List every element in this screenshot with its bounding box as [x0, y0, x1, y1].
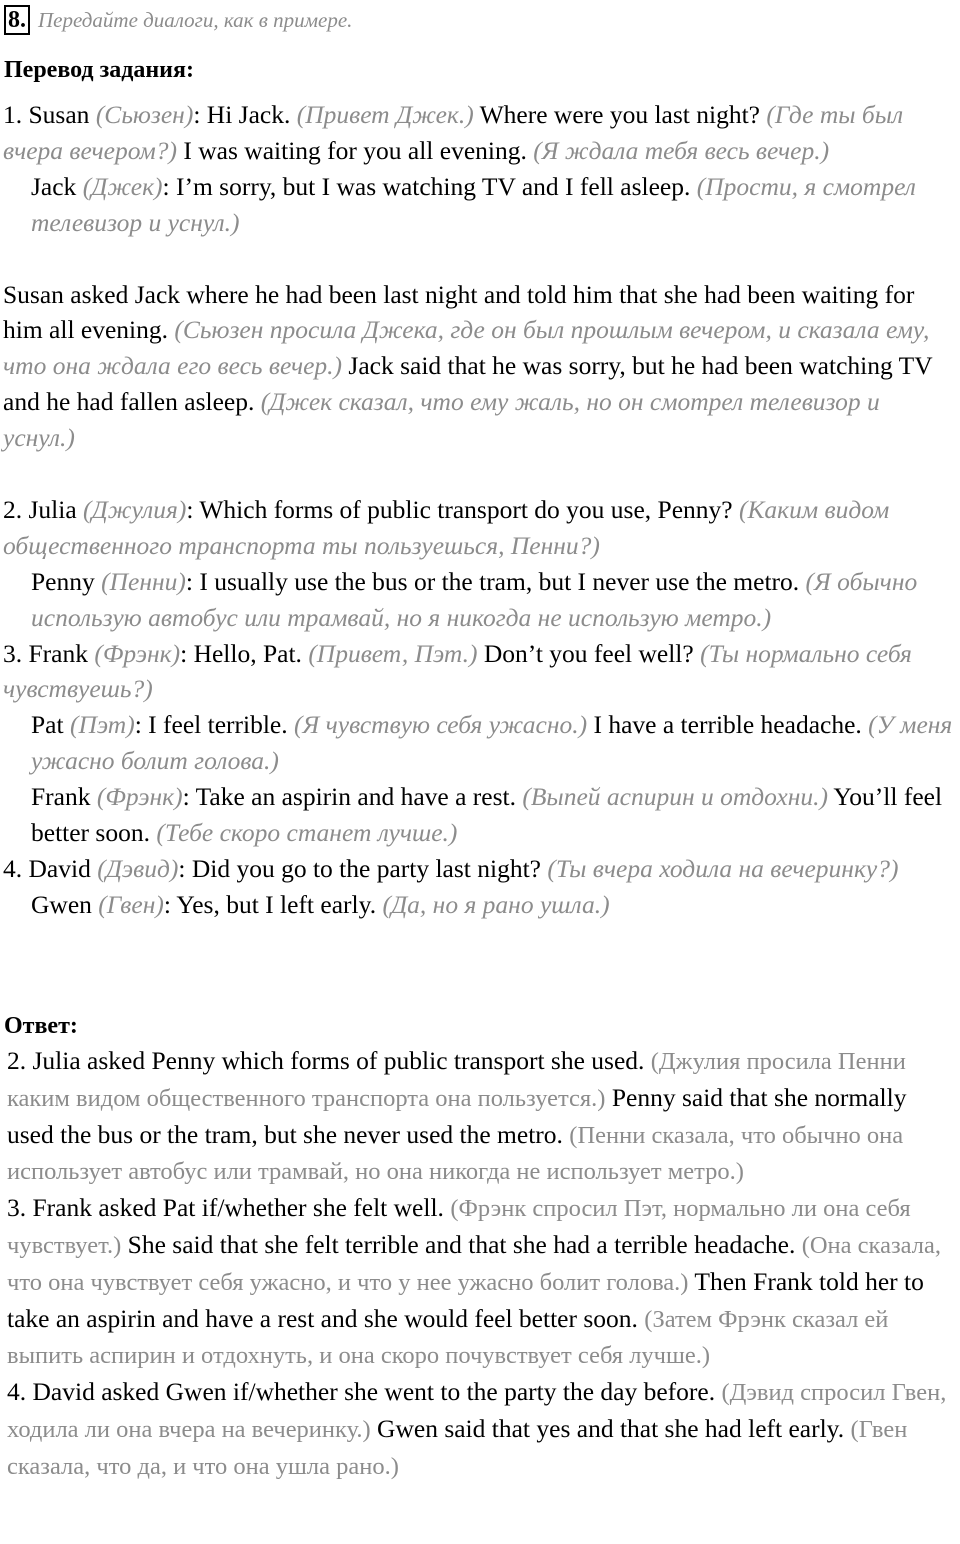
speaker-translation: (Гвен): [98, 889, 164, 919]
spacer: [3, 241, 958, 277]
answer-4: [7, 1374, 959, 1484]
speaker: Jack: [31, 171, 83, 201]
answer-heading: Ответ:: [4, 1013, 78, 1039]
line-translation: (Я обычно использую автобус или трамвай, но я никогда не использую метро.): [31, 566, 918, 632]
line-translation: (Я чувствую себя ужасно.): [294, 710, 588, 740]
line-text: I have a terrible headache.: [587, 710, 869, 740]
speaker: Frank: [31, 782, 97, 812]
line-text: You’ll feel better soon.: [31, 782, 943, 848]
line-text: : I feel terrible.: [134, 710, 294, 740]
line-translation: (Сьюзен просила Джека, где он был прошлым вечером, и сказала ему, что она ждала его весь вечер.): [3, 315, 930, 381]
speaker: 4. David: [3, 854, 98, 883]
answer-translation: (Гвен сказала, что да, и что она ушла рано.): [7, 1415, 908, 1480]
answer-translation: (Джулия просила Пенни каким видом общественного транспорта она пользуется.): [7, 1048, 906, 1112]
line-translation: (Ты вчера ходила на вечеринку?): [547, 854, 899, 883]
task-header: [4, 4, 352, 36]
answer-translation: (Фрэнк спросил Пэт, нормально ли она себя чувствует.): [7, 1195, 911, 1259]
answers: [7, 1043, 959, 1485]
line-translation: (Я ждала тебя весь вечер.): [533, 135, 830, 165]
speaker: 1. Susan: [3, 100, 96, 129]
answer-text: Then Frank told her to take an aspirin and have a rest and she would feel better soon.: [7, 1266, 924, 1333]
line-translation: (У меня ужасно болит голова.): [31, 710, 953, 776]
speaker-translation: (Сьюзен): [95, 100, 194, 129]
dialogue-1-jack: [3, 169, 958, 241]
speaker: Penny: [31, 566, 102, 596]
line-translation: (Привет Джек.): [296, 100, 474, 129]
speaker-translation: (Фрэнк): [94, 638, 181, 668]
speaker: Gwen: [31, 889, 99, 919]
line-translation: (Выпей аспирин и отдохни.): [522, 782, 828, 812]
speaker-translation: (Фрэнк): [96, 782, 183, 812]
line-text: : Yes, but I left early.: [163, 889, 383, 919]
line-translation: (Тебе скоро станет лучше.): [156, 818, 458, 848]
answer-translation: (Затем Фрэнк сказал ей выпить аспирин и отдохнуть, и она скоро почувствует себя лучше.): [7, 1305, 889, 1370]
spacer: [3, 456, 958, 492]
line-translation: (Ты нормально себя чувствуешь?): [3, 638, 912, 704]
line-text: : Hi Jack.: [193, 100, 297, 129]
dialogue-3-pat: [3, 707, 958, 779]
speaker: 3. Frank: [3, 638, 95, 668]
speaker-translation: (Пенни): [101, 566, 186, 596]
line-translation: (Каким видом общественного транспорта ты пользуешься, Пенни?): [3, 494, 890, 560]
answer-translation: (Дэвид спросил Гвен, ходила ли она вчера на вечеринку.): [7, 1379, 947, 1443]
answer-translation: (Она сказала, что она чувствует себя ужасно, и что у нее ужасно болит голова.): [7, 1231, 941, 1296]
line-text: : Take an aspirin and have a rest.: [182, 782, 523, 812]
answer-text: She said that she felt terrible and that she had a terrible headache.: [121, 1229, 802, 1259]
line-text: : Which forms of public transport do you use, Penny?: [186, 494, 739, 524]
line-text: : Did you go to the party last night?: [178, 854, 548, 883]
speaker-translation: (Джулия): [83, 494, 187, 524]
speaker: 2. Julia: [3, 494, 84, 524]
dialogue-4-david: [3, 851, 958, 887]
task-number: 8.: [4, 5, 30, 35]
dialogue-2-julia: [3, 492, 958, 564]
answer-text: 3. Frank asked Pat if/whether she felt well.: [7, 1193, 451, 1223]
line-translation: (Джек сказал, что ему жаль, но он смотрел телевизор и уснул.): [3, 387, 880, 453]
line-text: Where were you last night?: [473, 100, 767, 129]
speaker: Pat: [31, 710, 70, 740]
line-text: : Hello, Pat.: [180, 638, 309, 668]
answer-translation: (Пенни сказала, что обычно она использует автобус или трамвай, но она никогда не использует метро.): [7, 1121, 904, 1186]
line-translation: (Да, но я рано ушла.): [382, 889, 610, 919]
dialogue-3-frank: [3, 636, 958, 708]
answer-text: Penny said that she normally used the bus or the tram, but she never used the metro.: [7, 1082, 907, 1149]
dialogue-3-frank-reply: [3, 779, 958, 851]
dialogue-1-report: [3, 277, 958, 457]
line-text: Susan asked Jack where he had been last night and told him that she had been waiting for him all evening.: [3, 279, 915, 345]
line-translation: (Где ты был вчера вечером?): [3, 100, 904, 165]
dialogues-translation: [3, 97, 958, 923]
dialogue-4-gwen: [3, 887, 958, 923]
answer-text: Gwen said that yes and that she had left early.: [370, 1413, 851, 1443]
answer-text: 2. Julia asked Penny which forms of public transport she used.: [7, 1046, 651, 1075]
dialogue-1-susan: [3, 97, 958, 169]
dialogue-2-penny: [3, 564, 958, 636]
line-text: : I’m sorry, but I was watching TV and I fell asleep.: [162, 171, 697, 201]
line-text: I was waiting for you all evening.: [177, 135, 534, 165]
line-text: : I usually use the bus or the tram, but I never use the metro.: [185, 566, 806, 596]
line-translation: (Прости, я смотрел телевизор и уснул.): [31, 171, 916, 237]
task-instruction: Передайте диалоги, как в примере.: [38, 7, 353, 32]
answer-3: [7, 1190, 959, 1374]
answer-2: [7, 1043, 959, 1190]
line-text: Jack said that he was sorry, but he had been watching TV and he had fallen asleep.: [3, 351, 933, 417]
speaker-translation: (Пэт): [69, 710, 135, 740]
translation-heading: Перевод задания:: [4, 57, 194, 83]
speaker-translation: (Джек): [82, 171, 163, 201]
speaker-translation: (Дэвид): [97, 854, 179, 883]
answer-text: 4. David asked Gwen if/whether she went to the party the day before.: [7, 1377, 722, 1407]
line-translation: (Привет, Пэт.): [308, 638, 478, 668]
line-text: Don’t you feel well?: [477, 638, 701, 668]
